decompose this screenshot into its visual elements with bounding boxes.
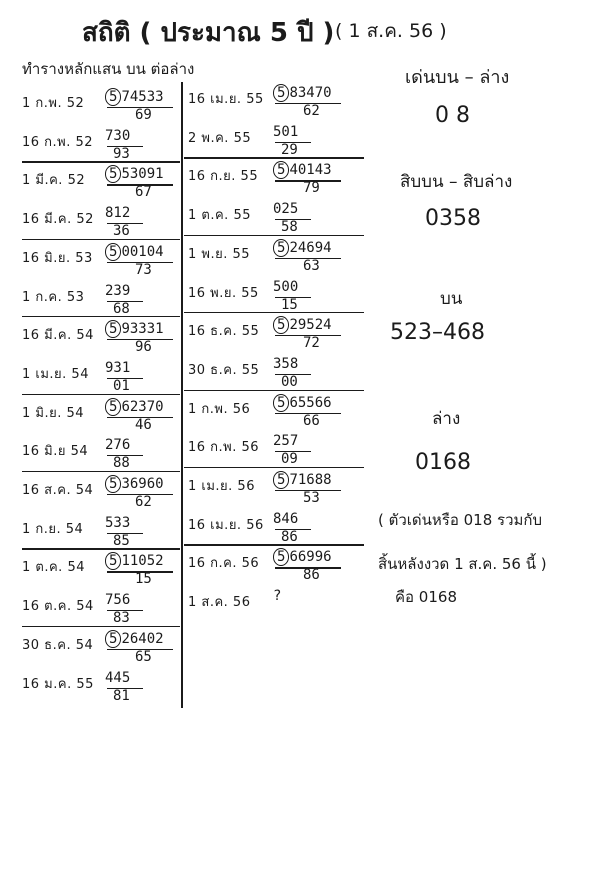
draw-date: 16 ม.ค. 55	[22, 676, 94, 692]
lower-two-digits: 69	[135, 107, 152, 123]
pair-divider	[184, 312, 364, 313]
pair-divider	[184, 390, 364, 391]
pair-divider	[184, 467, 364, 468]
lower-two-digits: 00	[281, 373, 298, 390]
pair-divider	[22, 316, 180, 317]
prize-digits: 65566	[289, 394, 332, 411]
prize-digits: 29524	[289, 317, 332, 334]
prize-number	[105, 89, 164, 105]
prize-digits: 501	[273, 123, 299, 140]
draw-date: 16 ก.พ. 56	[188, 440, 260, 456]
lower-two-digits: 36	[113, 223, 130, 240]
prize-number	[273, 511, 298, 527]
lower-two-digits: 73	[135, 261, 152, 278]
prize-digits: 846	[273, 510, 299, 527]
title-date: ( 1 ส.ค. 56 )	[335, 20, 447, 42]
prize-number	[105, 631, 164, 647]
lower-two-digits: 86	[303, 567, 320, 584]
circled-digit: 5	[273, 239, 289, 257]
draw-date: 16 มิ.ย 54	[22, 444, 89, 460]
side-label-lower: ล่าง	[432, 409, 461, 429]
prize-digits: 40143	[289, 162, 332, 179]
lower-two-digits: 67	[135, 184, 152, 201]
draw-date: 1 เม.ย. 56	[188, 479, 255, 494]
draw-date: 1 ต.ค. 54	[22, 560, 85, 576]
circled-digit: 5	[105, 398, 121, 416]
lower-two-digits: 01	[113, 377, 130, 394]
prize-number	[273, 201, 298, 217]
circled-digit: 5	[273, 316, 289, 334]
draw-date: 1 มิ.ย. 54	[22, 405, 85, 421]
pair-divider	[184, 235, 364, 236]
lower-two-digits: 88	[113, 455, 130, 472]
side-note-line-3: คือ 0168	[395, 588, 457, 606]
draw-date: 16 พ.ย. 55	[188, 285, 259, 301]
prize-digits: 74533	[121, 89, 164, 105]
draw-date: 1 ก.ค. 53	[22, 289, 85, 305]
prize-number	[273, 240, 332, 256]
pair-divider	[184, 157, 364, 158]
lower-two-digits: 85	[113, 532, 130, 549]
draw-date: 16 ก.ค. 56	[188, 556, 260, 572]
lower-two-digits: 58	[281, 219, 298, 236]
lower-two-digits: 66	[303, 412, 320, 429]
prize-digits: 025	[273, 201, 299, 218]
prize-digits: ?	[273, 588, 282, 605]
lower-two-digits: 46	[135, 416, 152, 433]
prize-digits: 730	[105, 127, 131, 144]
draw-date: 1 เม.ย. 54	[22, 366, 89, 382]
prize-digits: 11052	[121, 553, 164, 570]
side-value-upper: 523–468	[390, 320, 485, 345]
lower-two-digits: 15	[281, 296, 298, 313]
side-label-top-bottom: เด่นบน – ล่าง	[405, 67, 510, 88]
lower-two-digits: 65	[135, 648, 152, 665]
subtitle: ทำรางหลักแสน บน ต่อล่าง	[22, 60, 195, 78]
pair-divider	[22, 471, 180, 472]
circled-digit: 5	[105, 165, 121, 183]
prize-digits: 276	[105, 437, 131, 454]
draw-date: 1 ก.พ. 52	[22, 96, 85, 111]
prize-number	[273, 395, 332, 411]
prize-digits: 239	[105, 282, 131, 299]
column-divider	[181, 82, 183, 708]
prize-digits: 26402	[121, 630, 164, 647]
prize-digits: 66996	[289, 549, 332, 566]
prize-number	[273, 317, 332, 333]
lower-two-digits: 72	[303, 335, 320, 352]
circled-digit: 5	[273, 161, 289, 179]
draw-date: 1 ส.ค. 56	[188, 595, 251, 611]
prize-number	[105, 399, 164, 415]
pair-divider	[184, 544, 364, 545]
prize-digits: 445	[105, 669, 131, 686]
circled-digit: 5	[105, 630, 121, 648]
draw-date: 16 ต.ค. 54	[22, 599, 94, 615]
prize-digits: 500	[273, 278, 299, 295]
prize-digits: 812	[105, 205, 131, 222]
draw-date: 16 มิ.ย. 53	[22, 250, 93, 266]
prize-number	[273, 472, 332, 488]
prize-number	[273, 549, 332, 565]
prize-digits: 00104	[121, 243, 164, 260]
prize-digits: 756	[105, 592, 131, 609]
prize-number	[105, 128, 130, 144]
page-title: สถิติ ( ประมาณ 5 ปี )	[82, 18, 335, 48]
circled-digit: 5	[273, 548, 289, 566]
prize-number	[105, 166, 164, 182]
circled-digit: 5	[273, 394, 289, 412]
prize-digits: 24694	[289, 239, 332, 256]
circled-digit: 5	[273, 84, 289, 102]
prize-number	[273, 588, 281, 604]
lower-two-digits: 96	[135, 339, 152, 356]
prize-number	[105, 592, 130, 608]
circled-digit: 5	[105, 88, 121, 106]
prize-number	[105, 476, 164, 492]
prize-number	[273, 433, 298, 449]
draw-date: 16 ส.ค. 54	[22, 483, 94, 498]
prize-digits: 71688	[289, 472, 332, 488]
circled-digit: 5	[105, 552, 121, 570]
prize-number	[273, 124, 298, 140]
draw-date: 16 ก.ย. 55	[188, 169, 259, 185]
draw-date: 1 ต.ค. 55	[188, 208, 251, 224]
prize-number	[105, 515, 130, 531]
draw-date: 16 ก.พ. 52	[22, 134, 94, 150]
draw-date: 16 ธ.ค. 55	[188, 324, 260, 340]
circled-digit: 5	[105, 475, 121, 493]
lower-two-digits: 15	[135, 571, 152, 588]
draw-date: 1 ก.ย. 54	[22, 521, 84, 537]
circled-digit: 5	[273, 471, 289, 489]
lower-two-digits: 09	[281, 451, 298, 468]
prize-digits: 257	[273, 433, 299, 450]
draw-date: 1 พ.ย. 55	[188, 246, 251, 262]
lower-two-digits: 29	[281, 141, 298, 158]
prize-digits: 533	[105, 514, 131, 531]
prize-number	[105, 244, 164, 260]
prize-digits: 53091	[121, 166, 164, 183]
pair-divider	[22, 161, 180, 162]
draw-date: 30 ธ.ค. 55	[188, 362, 260, 378]
draw-date: 30 ธ.ค. 54	[22, 637, 94, 653]
prize-number	[273, 85, 332, 101]
prize-digits: 931	[105, 359, 131, 376]
draw-date: 1 มี.ค. 52	[22, 173, 86, 189]
lower-two-digits: 83	[113, 610, 130, 627]
draw-date: 2 พ.ค. 55	[188, 130, 252, 146]
pair-divider	[22, 626, 180, 627]
lower-two-digits: 62	[303, 103, 320, 119]
lower-two-digits: 53	[303, 490, 320, 506]
prize-digits: 36960	[121, 476, 164, 492]
lower-two-digits: 62	[135, 494, 152, 510]
side-label-upper: บน	[440, 289, 463, 309]
prize-number	[273, 356, 298, 372]
prize-number	[105, 205, 130, 221]
lower-two-digits: 86	[281, 528, 298, 545]
prize-number	[105, 437, 130, 453]
side-note-line-2: สิ้นหลังงวด 1 ส.ค. 56 นี้ )	[378, 555, 547, 573]
prize-number	[105, 670, 130, 686]
circled-digit: 5	[105, 243, 121, 261]
prize-digits: 83470	[289, 85, 332, 101]
prize-number	[105, 321, 164, 337]
pair-divider	[22, 548, 180, 549]
side-value-tens: 0358	[425, 206, 481, 231]
prize-digits: 93331	[121, 321, 164, 338]
lower-two-digits: 93	[113, 145, 130, 162]
side-note-line-1: ( ตัวเด่นหรือ 018 รวมกับ	[378, 511, 542, 529]
prize-digits: 358	[273, 355, 299, 372]
lower-two-digits: 68	[113, 300, 130, 317]
prize-number	[105, 283, 130, 299]
side-value-top-bottom: 0 8	[435, 103, 470, 128]
prize-number	[105, 360, 130, 376]
lower-two-digits: 81	[113, 687, 130, 704]
draw-date: 16 เม.ย. 56	[188, 517, 264, 533]
side-value-lower: 0168	[415, 450, 471, 475]
prize-number	[105, 553, 164, 569]
draw-date: 16 มี.ค. 52	[22, 212, 94, 228]
circled-digit: 5	[105, 320, 121, 338]
draw-date: 16 เม.ย. 55	[188, 92, 264, 107]
prize-number	[273, 279, 298, 295]
prize-digits: 62370	[121, 398, 164, 415]
lower-two-digits: 79	[303, 180, 320, 197]
prize-number	[273, 162, 332, 178]
pair-divider	[22, 394, 180, 395]
draw-date: 1 ก.พ. 56	[188, 401, 251, 417]
lower-two-digits: 63	[303, 257, 320, 274]
side-label-tens: สิบบน – สิบล่าง	[400, 172, 513, 192]
pair-divider	[22, 239, 180, 240]
draw-date: 16 มี.ค. 54	[22, 328, 94, 344]
